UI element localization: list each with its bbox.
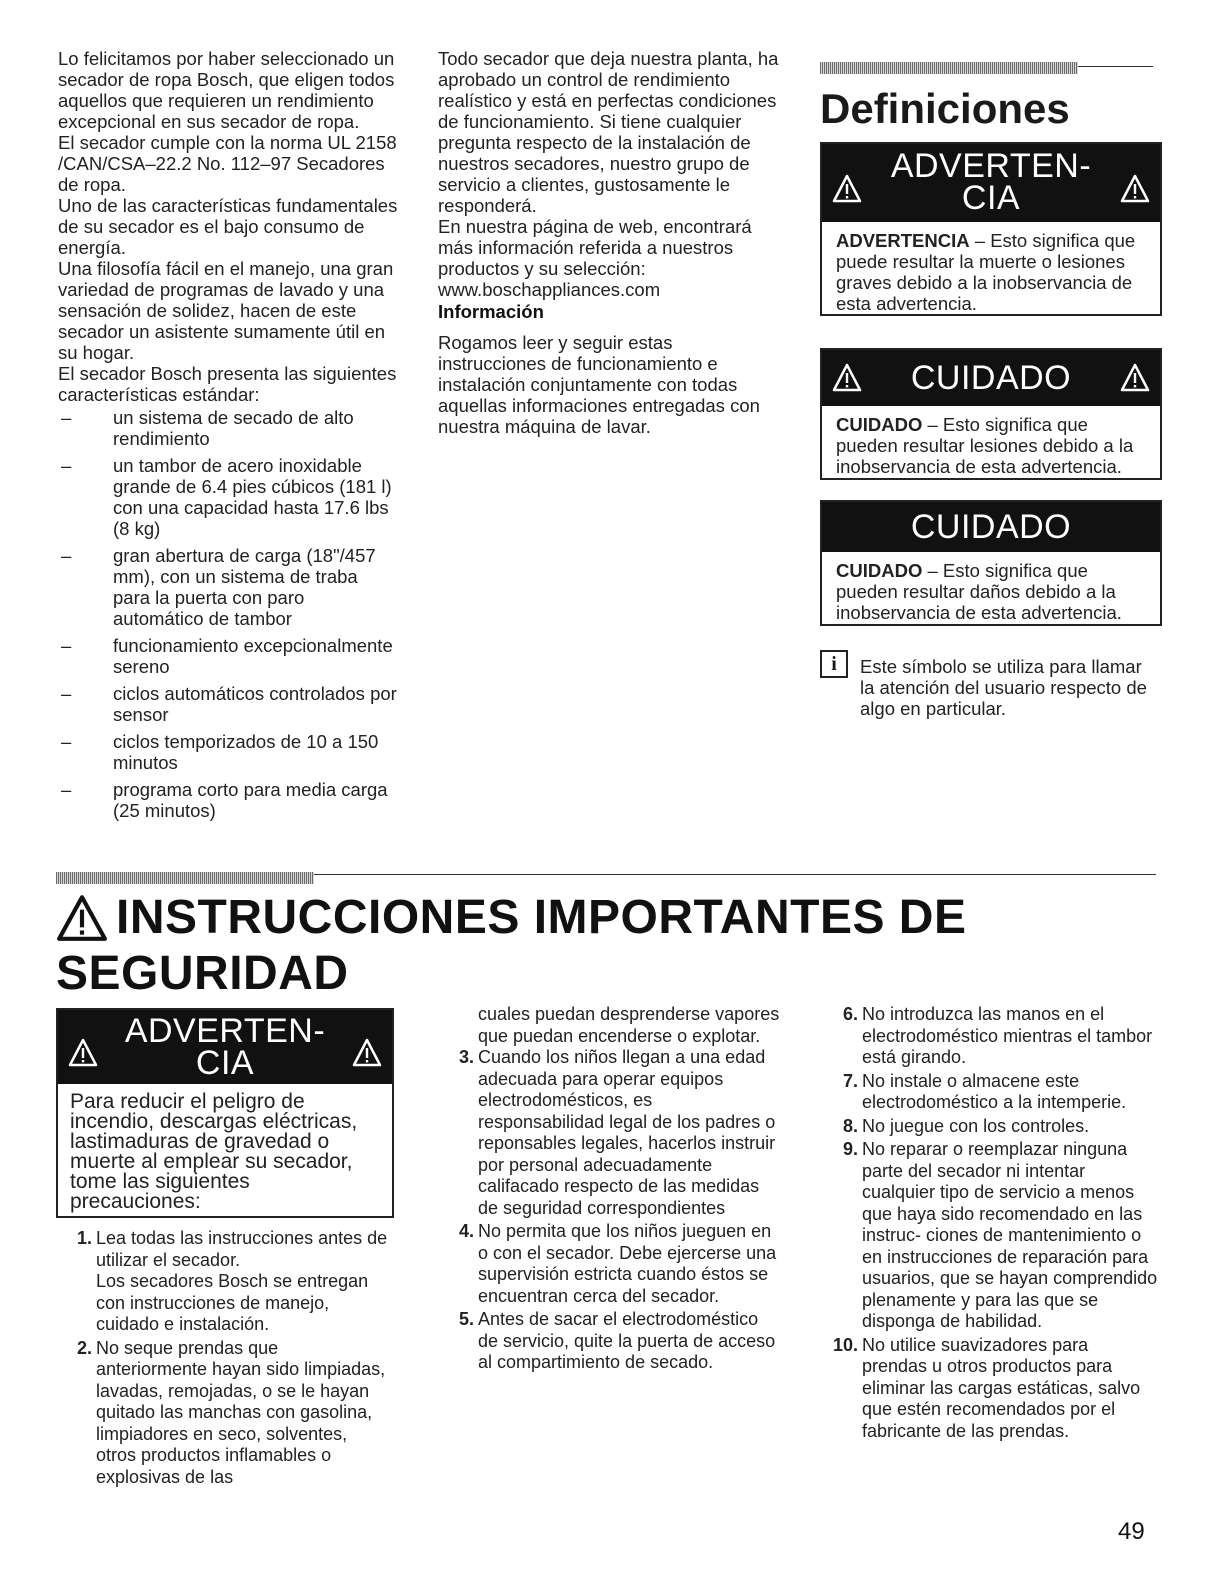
caution-title: CUIDADO bbox=[910, 508, 1072, 546]
page-number: 49 bbox=[1118, 1518, 1145, 1545]
caution-header bbox=[822, 502, 1160, 552]
list-item: 8. No juegue con los controles. bbox=[842, 1115, 1090, 1136]
intro-paragraph: El secador cumple con la norma UL 2158 /CAN/CSA–22.2 No. 112–97 Secadores de ropa. bbox=[58, 132, 397, 195]
intro-paragraph: Lo felicitamos por haber seleccionado un secador de ropa Bosch, que eligen todos aquellos que requieren un rendimiento excepcional en sus secador de ropa. bbox=[58, 48, 395, 132]
caution-text: – Esto significa que pueden resultar daños debido a la inobservancia de esta advertencia. bbox=[836, 560, 1122, 623]
list-item: – funcionamiento excepcionalmente sereno bbox=[58, 635, 398, 677]
list-item: – un tambor de acero inoxidable grande de 6.4 pies cúbicos (181 l) con una capacidad hasta 17.6 lbs (8 kg) bbox=[58, 455, 398, 539]
info-symbol-icon: i bbox=[820, 650, 848, 678]
list-item: – programa corto para media carga (25 minutos) bbox=[58, 779, 398, 821]
section-rule bbox=[314, 874, 1156, 875]
warning-triangle-icon bbox=[832, 363, 862, 393]
list-item: 6. No introduzca las manos en el electrodoméstico mientras el tambor está girando. bbox=[842, 1004, 1153, 1067]
intro-paragraph: El secador Bosch presenta las siguientes características estándar: bbox=[58, 363, 397, 405]
warning-text: – Esto significa que puede resultar la muerte o lesiones graves debido a la inobservancia de esta advertencia. bbox=[836, 230, 1136, 314]
warning-triangle-icon bbox=[56, 894, 108, 942]
caution-label: CUIDADO bbox=[836, 414, 923, 435]
safety-list-col3 bbox=[832, 1004, 1158, 1444]
list-continuation: cuales puedan desprenderse vapores que puedan encenderse o explotar. bbox=[478, 1004, 780, 1046]
intro-paragraph: Una filosofía fácil en el manejo, una gran variedad de programas de lavado y una sensación de solidez, hacen de este secador un asistente sumamente útil en su hogar. bbox=[58, 258, 394, 363]
intro-paragraph: En nuestra página de web, encontrará más información referida a nuestros productos y su selección: www.boschappliances.com bbox=[438, 216, 752, 300]
caution-title: CUIDADO bbox=[910, 359, 1072, 397]
list-item: – ciclos automáticos controlados por sensor bbox=[58, 683, 398, 725]
warning-triangle-icon bbox=[832, 174, 862, 204]
caution-text: – Esto significa que pueden resultar lesiones debido a la inobservancia de esta advertencia. bbox=[836, 414, 1134, 477]
section-dither-bar bbox=[56, 872, 314, 884]
info-note: Este símbolo se utiliza para llamar la atención del usuario respecto de algo en particular. bbox=[860, 656, 1147, 719]
list-item: 10. No utilice suavizadores para prendas u otros productos para eliminar las cargas estáticas, salvo que estén recomendados por el fabricante de las prendas. bbox=[832, 1334, 1141, 1441]
list-item: 3. Cuando los niños llegan a una edad adecuada para operar equipos electrodomésticos, es responsabilidad legal de los padres o reponsables legales, hacerlos instruir por personal adecuadamente califacado respecto de las medidas de seguridad correspondientes bbox=[458, 1047, 776, 1218]
safety-list-col2 bbox=[452, 1004, 782, 1376]
caution-damage-definition-box bbox=[820, 500, 1162, 626]
info-text: Rogamos leer y seguir estas instrucciones de funcionamiento e instalación conjuntamente con todas aquellas informaciones entregadas con nuestra máquina de lavar. bbox=[438, 332, 760, 437]
intro-paragraph: Todo secador que deja nuestra planta, ha aprobado un control de rendimiento realístico y está en perfectas condiciones de funcionamiento. Si tiene cualquier pregunta respecto de la instalación de nuestros secadores, nuestro grupo de servicio a clientes, gustosamente le responderá. bbox=[438, 48, 779, 216]
intro-paragraph: Uno de las características fundamentales de su secador es el bajo consumo de energía. bbox=[58, 195, 398, 258]
safety-warning-box bbox=[56, 1008, 394, 1218]
warning-triangle-icon bbox=[352, 1038, 382, 1068]
list-item: 4. No permita que los niños jueguen en o con el secador. Debe ejercerse una supervisión estricta cuando éstos se encuentran cerca del secador. bbox=[458, 1221, 777, 1306]
list-item: 9. No reparar o reemplazar ninguna parte del secador ni intentar cualquier tipo de servicio a menos que haya sido recomendado en las instruc- ciones de mantenimiento o en instrucciones de reparación para usuarios, que se hayan comprendido plenamente y para las que se disponga de habilidad. bbox=[842, 1139, 1158, 1331]
safety-warning-text: Para reducir el peligro de incendio, descargas eléctricas, lastimaduras de gravedad o muerte al emplear su secador, tome las siguientes precauciones: bbox=[70, 1090, 358, 1213]
list-item: 2. No seque prendas que anteriormente hayan sido limpiadas, lavadas, remojadas, o se le hayan quitado las manchas con gasolina, limpiadores en seco, solventes, otros productos inflamables o explosivas de las bbox=[76, 1337, 386, 1487]
list-item: – gran abertura de carga (18"/457 mm), con un sistema de traba para la puerta con paro automático de tambor bbox=[58, 545, 398, 629]
caution-header bbox=[822, 350, 1160, 406]
list-item: – un sistema de secado de alto rendimiento bbox=[58, 407, 398, 449]
info-heading: Información bbox=[438, 301, 544, 322]
feature-list bbox=[58, 407, 398, 821]
warning-body bbox=[822, 222, 1160, 324]
warning-definition-box bbox=[820, 142, 1162, 316]
definitions-title: Definiciones bbox=[820, 85, 1070, 132]
list-item: 1. Lea todas las instrucciones antes de utilizar el secador. Los secadores Bosch se entregan con instrucciones de manejo, cuidado e instalación. bbox=[76, 1228, 388, 1334]
warning-header bbox=[58, 1010, 392, 1084]
warning-triangle-icon bbox=[1120, 363, 1150, 393]
caution-body bbox=[822, 552, 1160, 633]
section-rule bbox=[1078, 66, 1153, 67]
section-dither-bar bbox=[820, 62, 1078, 74]
warning-label: ADVERTENCIA bbox=[836, 230, 970, 251]
list-item: – ciclos temporizados de 10 a 150 minutos bbox=[58, 731, 398, 773]
list-item: 7. No instale o almacene este electrodoméstico a la intemperie. bbox=[842, 1070, 1127, 1112]
info-column bbox=[438, 48, 783, 437]
warning-triangle-icon bbox=[1120, 174, 1150, 204]
safety-list-col1 bbox=[70, 1228, 390, 1490]
safety-title: INSTRUCCIONES IMPORTANTES DE SEGURIDAD bbox=[56, 891, 967, 1000]
caution-definition-box bbox=[820, 348, 1162, 480]
warning-title: ADVERTEN- CIA bbox=[124, 1012, 326, 1082]
intro-column bbox=[58, 48, 398, 827]
caution-body bbox=[822, 406, 1160, 487]
warning-triangle-icon bbox=[68, 1038, 98, 1068]
list-item: 5. Antes de sacar el electrodoméstico de servicio, quite la puerta de acceso al compartimiento de secado. bbox=[458, 1309, 776, 1372]
warning-title: ADVERTEN- CIA bbox=[890, 147, 1092, 217]
caution-label: CUIDADO bbox=[836, 560, 923, 581]
warning-header bbox=[822, 144, 1160, 222]
